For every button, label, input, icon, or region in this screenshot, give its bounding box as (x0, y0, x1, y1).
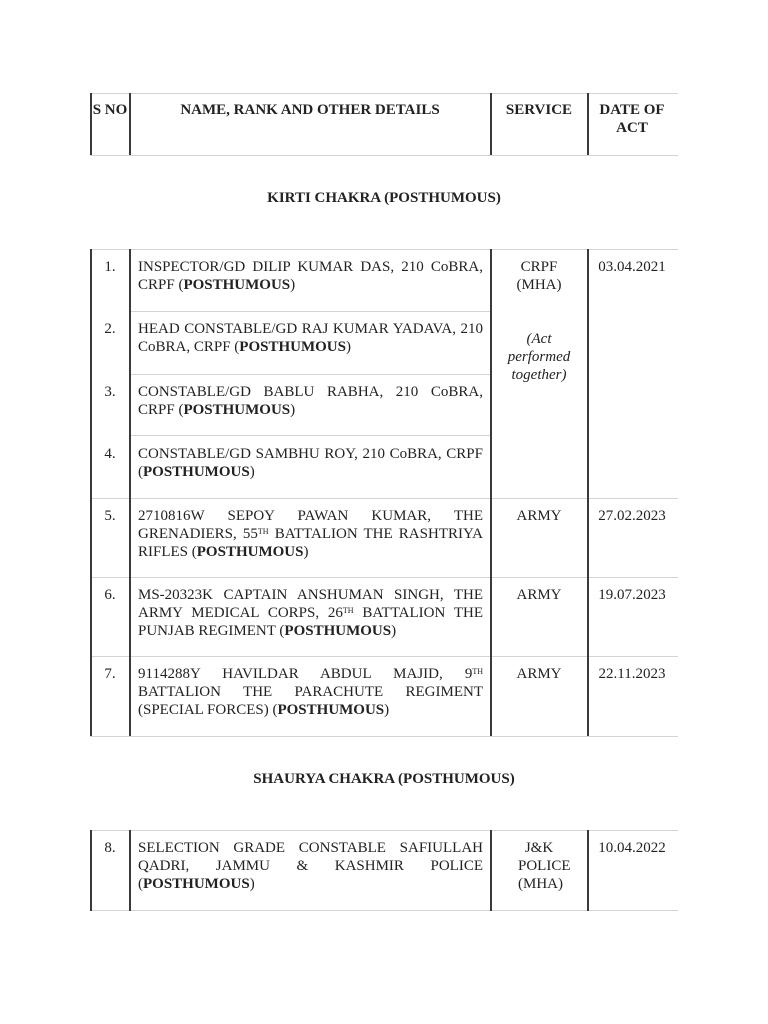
header-service: SERVICE (505, 102, 573, 118)
row-service: CRPF (MHA) (516, 259, 562, 293)
column-divider (490, 249, 492, 736)
row-sno: 4. (104, 446, 116, 462)
row-sno: 6. (104, 587, 116, 603)
row-divider (90, 93, 678, 94)
posthumous-label: POSTHUMOUS (239, 339, 346, 355)
row-sno: 3. (104, 384, 116, 400)
row-sno: 1. (104, 259, 116, 275)
group-note: (Act performed together) (507, 331, 571, 383)
row-details: CONSTABLE/GD SAMBHU ROY, 210 CoBRA, CRPF (POSTHUMOUS) (138, 446, 483, 480)
column-divider (129, 249, 131, 736)
column-divider (129, 830, 131, 911)
row-details: HEAD CONSTABLE/GD RAJ KUMAR YADAVA, 210 CoBRA, CRPF (POSTHUMOUS) (138, 321, 483, 355)
posthumous-label: POSTHUMOUS (183, 277, 291, 293)
row-details: MS-20323K CAPTAIN ANSHUMAN SINGH, THE ARMY MEDICAL CORPS, 26TH BATTALION THE PUNJAB REGIMENT (POSTHUMOUS) (138, 587, 483, 639)
column-divider (587, 830, 589, 911)
row-divider (90, 656, 678, 657)
row-service: ARMY (516, 508, 562, 524)
posthumous-label: POSTHUMOUS (284, 623, 392, 639)
row-date: 22.11.2023 (598, 666, 666, 682)
posthumous-label: POSTHUMOUS (196, 544, 304, 560)
row-divider (90, 910, 678, 911)
row-sno: 7. (104, 666, 116, 682)
row-details: SELECTION GRADE CONSTABLE SAFIULLAH QADRI, JAMMU & KASHMIR POLICE (POSTHUMOUS) (138, 840, 483, 892)
row-service: J&K POLICE (MHA) (518, 840, 571, 892)
row-date: 27.02.2023 (598, 508, 666, 524)
row-sno: 8. (104, 840, 116, 856)
column-divider (587, 93, 589, 155)
header-sno: S NO (92, 102, 128, 118)
posthumous-label: POSTHUMOUS (183, 402, 291, 418)
row-sno: 5. (104, 508, 116, 524)
header-date: DATE OF ACT (599, 102, 665, 136)
posthumous-label: POSTHUMOUS (143, 876, 250, 892)
column-divider (129, 93, 131, 155)
row-details: INSPECTOR/GD DILIP KUMAR DAS, 210 CoBRA, CRPF (POSTHUMOUS) (138, 259, 483, 293)
section-title: KIRTI CHAKRA (POSTHUMOUS) (267, 190, 501, 206)
row-divider (130, 435, 490, 436)
row-details: 9114288Y HAVILDAR ABDUL MAJID, 9TH BATTALION THE PARACHUTE REGIMENT (SPECIAL FORCES) (POSTHUMOUS) (138, 666, 483, 718)
posthumous-label: POSTHUMOUS (143, 464, 250, 480)
column-divider (490, 830, 492, 911)
row-sno: 2. (104, 321, 116, 337)
row-divider (130, 374, 490, 375)
row-service: ARMY (516, 587, 562, 603)
posthumous-label: POSTHUMOUS (277, 702, 385, 718)
row-divider (90, 830, 678, 831)
row-divider (90, 155, 678, 156)
row-details: CONSTABLE/GD BABLU RABHA, 210 CoBRA, CRPF (POSTHUMOUS) (138, 384, 483, 418)
row-date: 10.04.2022 (598, 840, 666, 856)
row-divider (90, 249, 678, 250)
section-title: SHAURYA CHAKRA (POSTHUMOUS) (253, 771, 515, 787)
row-date: 03.04.2021 (598, 259, 666, 275)
column-divider (587, 249, 589, 736)
row-service: ARMY (516, 666, 562, 682)
row-date: 19.07.2023 (598, 587, 666, 603)
awards-table (90, 93, 678, 911)
row-divider (90, 498, 678, 499)
row-divider (90, 577, 678, 578)
column-divider (490, 93, 492, 155)
row-details: 2710816W SEPOY PAWAN KUMAR, THE GRENADIERS, 55TH BATTALION THE RASHTRIYA RIFLES (POSTHUMOUS) (138, 508, 483, 560)
header-name: NAME, RANK AND OTHER DETAILS (180, 102, 440, 118)
row-divider (90, 736, 678, 737)
row-divider (130, 311, 490, 312)
